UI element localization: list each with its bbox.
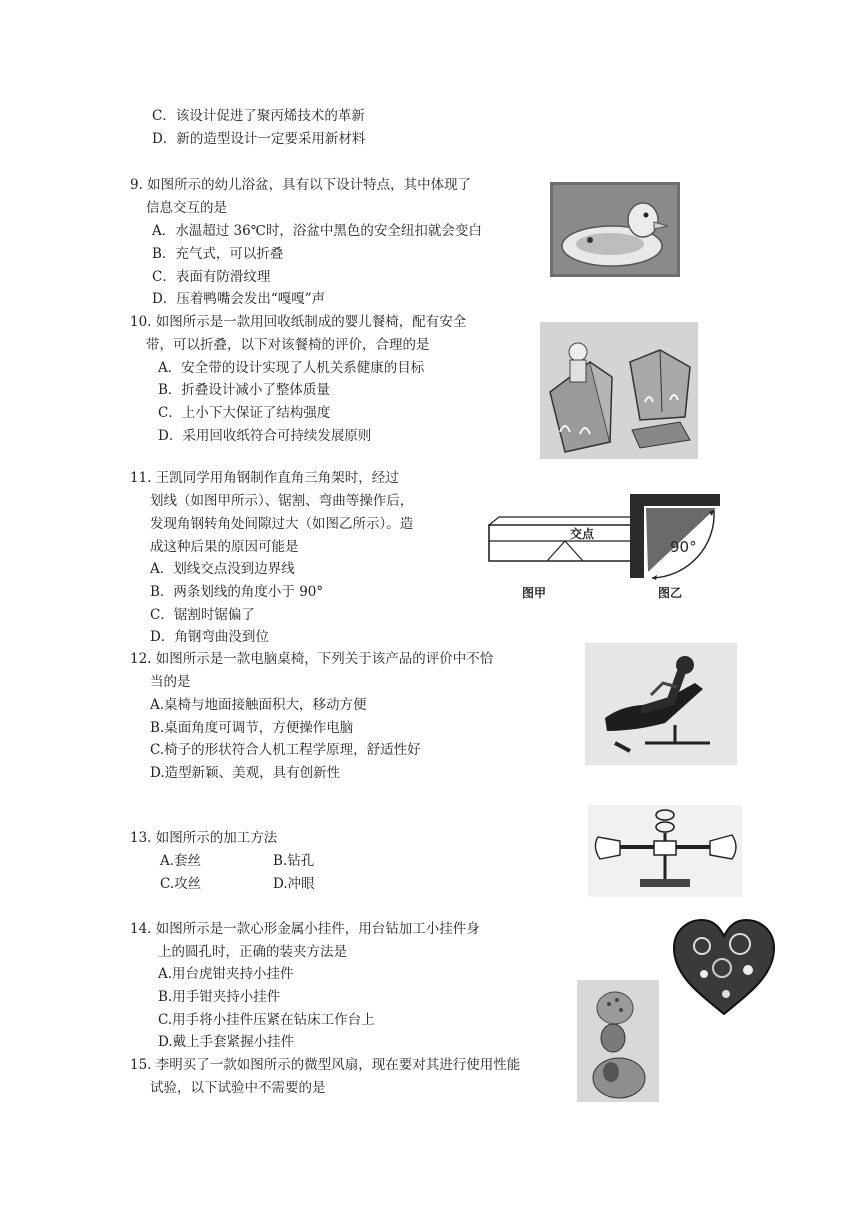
heart-pendant-photo — [670, 918, 778, 1018]
option-b: B.桌面角度可调节，方便操作电脑 — [150, 720, 354, 736]
tap-wrench-drawing — [588, 805, 742, 897]
duck-bathtub-photo — [550, 182, 680, 277]
question-stem: 15. 李明买了一款如图所示的微型风扇，现在要对其进行使用性能 — [130, 1057, 521, 1073]
option-d: D．采用回收纸符合可持续发展原则 — [158, 428, 372, 444]
option-d: D.造型新颖、美观，具有创新性 — [150, 765, 341, 781]
option-a: A．安全带的设计实现了人机关系健康的目标 — [158, 360, 425, 376]
question-stem: 10. 如图所示是一款用回收纸制成的婴儿餐椅，配有安全 — [130, 314, 467, 330]
option-d: D.冲眼 — [273, 876, 315, 892]
option-b: B．折叠设计减小了整体质量 — [158, 382, 330, 398]
option-a: A．水温超过 36℃时，浴盆中黑色的安全纽扣就会变白 — [152, 223, 482, 239]
computer-desk-chair-photo — [585, 643, 737, 765]
figure-b-angle-label: 90° — [670, 538, 697, 556]
option-b: B．充气式，可以折叠 — [152, 246, 284, 262]
figure-a-caption: 图甲 — [522, 586, 547, 600]
figure-b-caption: 图乙 — [658, 586, 683, 600]
option-b: B.钻孔 — [273, 853, 315, 869]
question-stem: 划线（如图甲所示）、锯割、弯曲等操作后， — [150, 493, 414, 509]
option-a: A.用台虎钳夹持小挂件 — [158, 966, 294, 982]
option-d: D．压着鸭嘴会发出“嘎嘎”声 — [152, 291, 326, 307]
option-c: C．上小下大保证了结构强度 — [158, 405, 331, 421]
option-a: A.桌椅与地面接触面积大，移动方便 — [150, 697, 367, 713]
angle-steel-marking-figure — [485, 515, 635, 577]
option-a: A.套丝 — [160, 853, 202, 869]
question-stem: 当的是 — [150, 674, 191, 690]
mini-fan-photo — [577, 980, 659, 1102]
paper-baby-chair-photo — [540, 322, 698, 459]
option-a: A．划线交点没到边界线 — [150, 561, 295, 577]
question-stem: 13. 如图所示的加工方法 — [130, 830, 278, 846]
option-c: C．锯割时锯偏了 — [150, 607, 255, 623]
question-stem: 上的圆孔时，正确的装夹方法是 — [158, 944, 347, 960]
option-d: D．角钢弯曲没到位 — [150, 629, 269, 645]
option-c: C.椅子的形状符合人机工程学原理，舒适性好 — [150, 742, 421, 758]
question-stem: 成这种后果的原因可能是 — [150, 539, 299, 555]
question-stem: 12. 如图所示是一款电脑桌椅，下列关于该产品的评价中不恰 — [130, 651, 494, 667]
prev-option-d: D．新的造型设计一定要采用新材料 — [152, 131, 366, 147]
question-stem: 试验，以下试验中不需要的是 — [150, 1080, 326, 1096]
figure-a-label: 交点 — [570, 527, 595, 541]
question-stem: 带，可以折叠，以下对该餐椅的评价，合理的是 — [146, 337, 430, 353]
question-stem: 发现角钢转角处间隙过大（如图乙所示）。造 — [150, 516, 414, 532]
question-stem: 11. 王凯同学用角钢制作直角三角架时，经过 — [130, 470, 399, 486]
prev-option-c: C．该设计促进了聚丙烯技术的革新 — [152, 108, 365, 124]
option-c: C.用手将小挂件压紧在钻床工作台上 — [158, 1012, 375, 1028]
question-stem: 9. 如图所示的幼儿浴盆，具有以下设计特点，其中体现了 — [130, 177, 472, 193]
option-b: B.用手钳夹持小挂件 — [158, 989, 281, 1005]
option-d: D.戴上手套紧握小挂件 — [158, 1034, 295, 1050]
option-c: C.攻丝 — [160, 876, 202, 892]
question-stem: 信息交互的是 — [146, 200, 227, 216]
option-b: B．两条划线的角度小于 90° — [150, 584, 324, 600]
question-stem: 14. 如图所示是一款心形金属小挂件，用台钻加工小挂件身 — [130, 921, 480, 937]
option-c: C．表面有防滑纹理 — [152, 269, 271, 285]
